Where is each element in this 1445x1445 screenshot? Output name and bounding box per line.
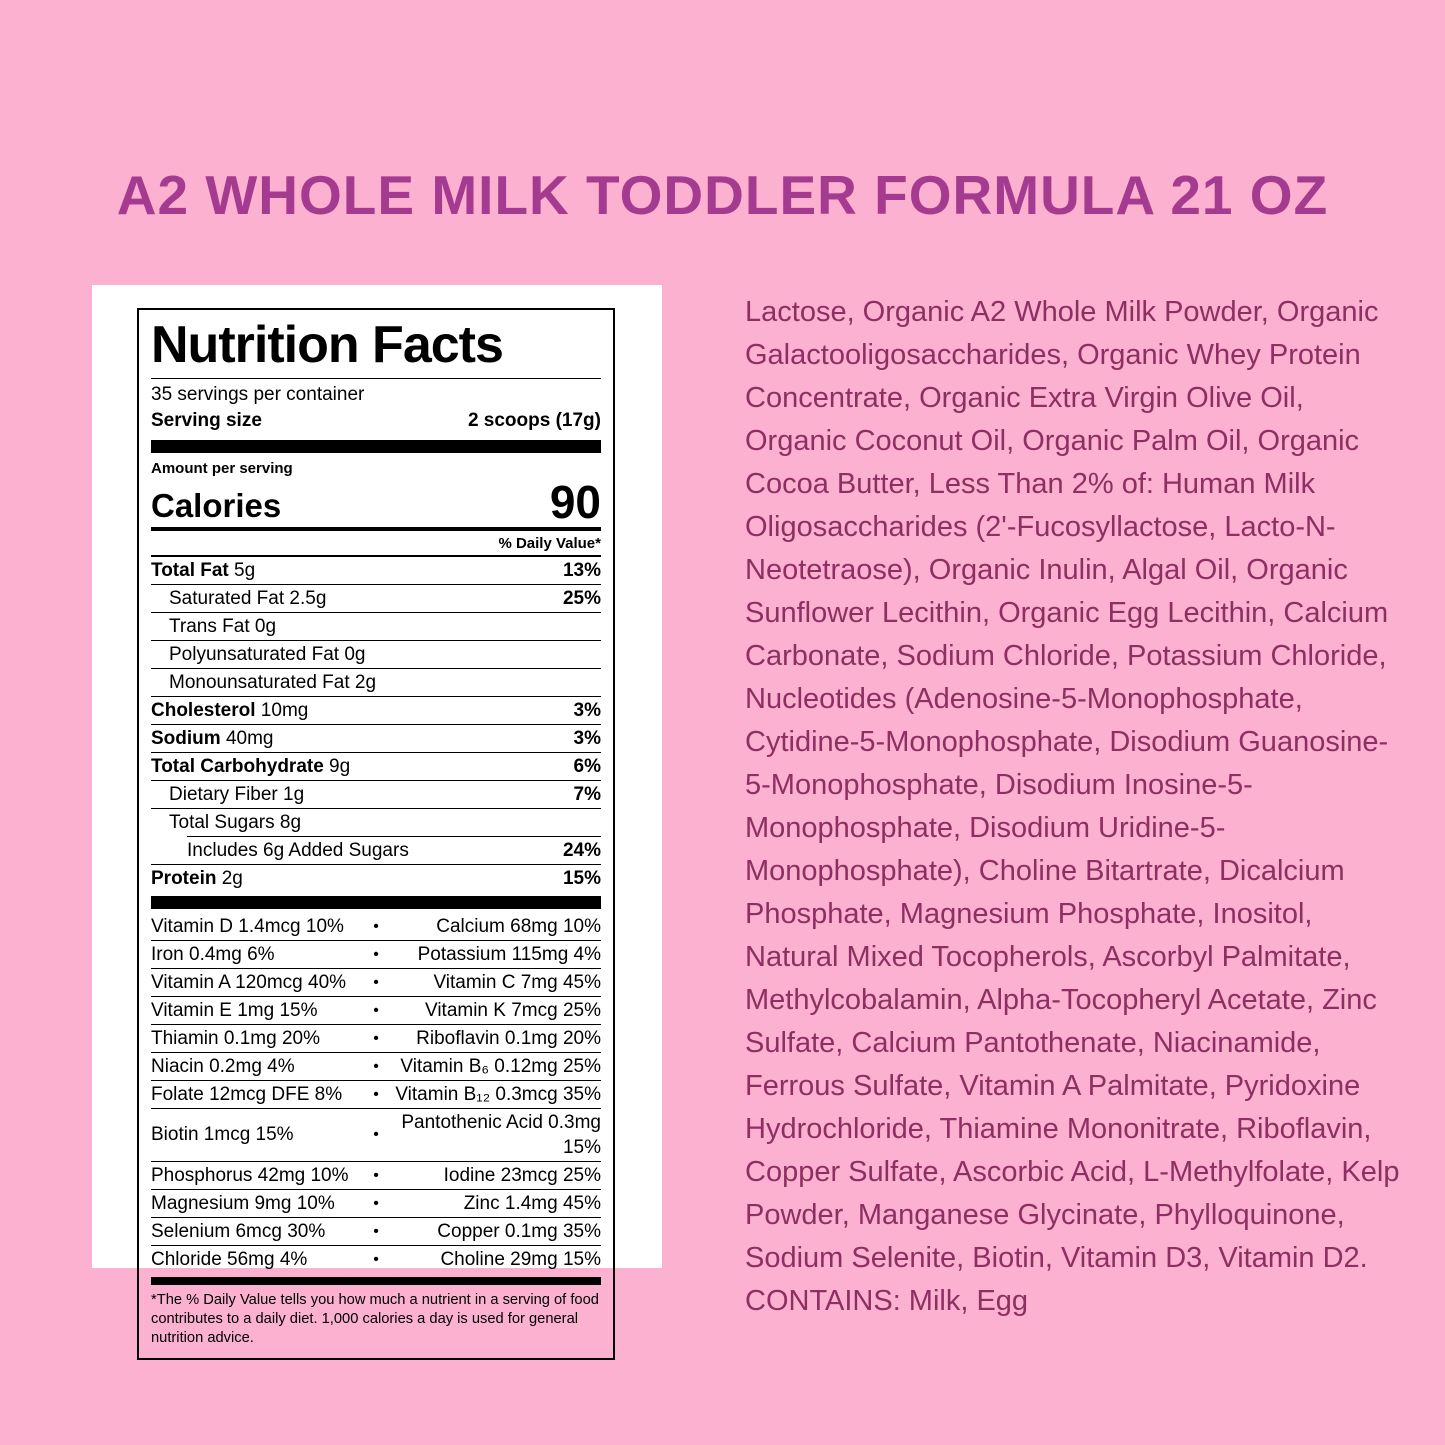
dot-separator: • — [373, 945, 379, 963]
daily-value-footnote: *The % Daily Value tells you how much a nutrient in a serving of food contributes to a daily diet. 1,000 calories a day is used for general nutrition advice. — [151, 1291, 599, 1346]
serving-size-label: Serving size — [151, 409, 262, 431]
nutrient-row-total-carbohydrate: Total Carbohydrate 9g 6% — [151, 752, 601, 780]
nutrient-row-added-sugars: Includes 6g Added Sugars 24% — [187, 836, 601, 864]
nutrient-row-monounsaturated-fat: Monounsaturated Fat 2g — [151, 668, 601, 696]
servings-per-container: 35 servings per container — [151, 383, 365, 405]
thick-bar — [151, 1277, 601, 1285]
page-title: A2 WHOLE MILK TODDLER FORMULA 21 OZ — [116, 164, 1329, 226]
micronutrient-row: Biotin 1mcg 15% • Pantothenic Acid 0.3mg 15% — [151, 1108, 601, 1161]
nutrition-label-card — [92, 285, 662, 1346]
dot-separator: • — [373, 1194, 379, 1212]
micronutrient-row: Phosphorus 42mg 10% • Iodine 23mcg 25% — [151, 1161, 601, 1189]
calories-row — [151, 475, 601, 528]
dot-separator: • — [373, 1166, 379, 1184]
dot-separator: • — [373, 973, 379, 991]
dot-separator: • — [373, 1057, 379, 1075]
micronutrient-row: Iron 0.4mg 6% • Potassium 115mg 4% — [151, 940, 601, 968]
ingredients-section — [745, 291, 1408, 1323]
thick-bar — [151, 896, 601, 909]
micronutrient-row: Selenium 6mcg 30% • Copper 0.1mg 35% — [151, 1217, 601, 1245]
micronutrient-row: Vitamin A 120mcg 40% • Vitamin C 7mg 45% — [151, 968, 601, 996]
nutrient-row-total-sugars: Total Sugars 8g — [151, 808, 601, 836]
nutrition-facts-heading: Nutrition Facts — [151, 316, 503, 374]
micronutrient-row: Chloride 56mg 4% • Choline 29mg 15% — [151, 1245, 601, 1273]
dot-separator: • — [373, 1222, 379, 1240]
contains-statement: CONTAINS: Milk, Egg — [745, 1285, 1029, 1317]
thick-bar — [151, 440, 601, 453]
dot-separator: • — [373, 1001, 379, 1019]
dot-separator: • — [373, 1029, 379, 1047]
nutrient-row-dietary-fiber: Dietary Fiber 1g 7% — [151, 780, 601, 808]
micronutrient-row: Vitamin D 1.4mcg 10% • Calcium 68mg 10% — [151, 915, 601, 937]
nutrient-row-saturated-fat: Saturated Fat 2.5g 25% — [151, 584, 601, 612]
dot-separator: • — [373, 1250, 379, 1268]
amount-per-serving-label: Amount per serving — [151, 459, 293, 477]
daily-value-header: % Daily Value* — [151, 533, 601, 556]
divider — [151, 527, 601, 531]
nutrient-row-cholesterol: Cholesterol 10mg 3% — [151, 696, 601, 724]
serving-size-row — [151, 408, 601, 436]
nutrition-facts-label — [137, 308, 615, 1360]
dot-separator: • — [373, 1085, 379, 1103]
calories-label: Calories — [151, 486, 282, 524]
micronutrient-row: Thiamin 0.1mg 20% • Riboflavin 0.1mg 20% — [151, 1024, 601, 1052]
micronutrient-row: Vitamin E 1mg 15% • Vitamin K 7mcg 25% — [151, 996, 601, 1024]
nutrient-row-protein: Protein 2g 15% — [151, 864, 601, 892]
dot-separator: • — [373, 1126, 379, 1144]
calories-value: 90 — [549, 475, 601, 528]
serving-size-value: 2 scoops (17g) — [467, 409, 601, 431]
nutrient-row-total-fat: Total Fat 5g 13% — [151, 556, 601, 584]
nutrient-row-trans-fat: Trans Fat 0g — [151, 612, 601, 640]
nutrient-row-polyunsaturated-fat: Polyunsaturated Fat 0g — [151, 640, 601, 668]
micronutrient-row: Folate 12mcg DFE 8% • Vitamin B₁₂ 0.3mcg 35% — [151, 1080, 601, 1108]
ingredients-text: Lactose, Organic A2 Whole Milk Powder, Organic Galactooligosaccharides, Organic Whey Protein Concentrate, Organic Extra Virgin Olive Oil, Organic Coconut Oil, Organic Palm Oil, Organic Cocoa Butter, Less Than 2% of: Human Milk Oligosaccharides (2'-Fucosyllactose, Lacto-N-Neotetraose), Organic Inulin, Algal Oil, Organic Sunflower Lecithin, Organic Egg Lecithin, Calcium Carbonate, Sodium Chloride, Potassium Chloride, Nucleotides (Adenosine-5-Monophosphate, Cytidine-5-Monophosphate, Disodium Guanosine-5-Monophosphate, Disodium Inosine-5-Monophosphate, Disodium Uridine-5-Monophosphate), Choline Bitartrate, Dicalcium Phosphate, Magnesium Phosphate, Inositol, Natural Mixed Tocopherols, Ascorbyl Palmitate, Methylcobalamin, Alpha-Tocopheryl Acetate, Zinc Sulfate, Calcium Pantothenate, Niacinamide, Ferrous Sulfate, Vitamin A Palmitate, Pyridoxine Hydrochloride, Thiamine Mononitrate, Riboflavin, Copper Sulfate, Ascorbic Acid, L-Methylfolate, Kelp Powder, Manganese Glycinate, Phylloquinone, Sodium Selenite, Biotin, Vitamin D3, Vitamin D2. — [745, 296, 1400, 1274]
micronutrient-row: Niacin 0.2mg 4% • Vitamin B₆ 0.12mg 25% — [151, 1052, 601, 1080]
nutrient-row-sodium: Sodium 40mg 3% — [151, 724, 601, 752]
dot-separator: • — [373, 917, 379, 935]
micronutrient-row: Magnesium 9mg 10% • Zinc 1.4mg 45% — [151, 1189, 601, 1217]
